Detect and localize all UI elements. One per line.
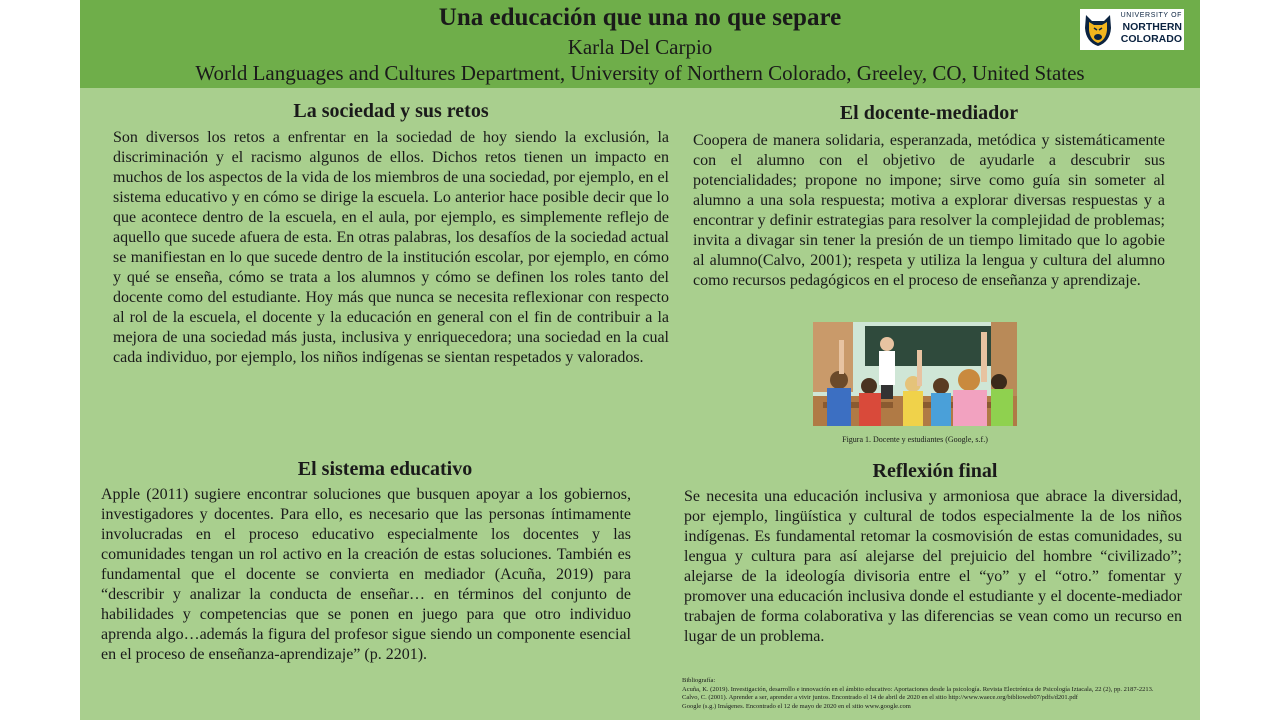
logo-line-1: UNIVERSITY OF bbox=[1120, 12, 1182, 19]
university-logo bbox=[1080, 9, 1184, 50]
figure-caption: Figura 1. Docente y estudiantes (Google, s.f.) bbox=[842, 435, 988, 444]
bibliography-entry: Calvo, C. (2001). Aprender a ser, aprender a vivir juntos. Encontrado el 14 de abril de 2020 en el sitio http://www.waece.org/biblioweb07/pdfs/d201.pdf bbox=[682, 694, 1078, 702]
heading-sociedad: La sociedad y sus retos bbox=[293, 100, 489, 122]
poster-affiliation: World Languages and Cultures Department, University of Northern Colorado, Greeley, CO, United States bbox=[195, 61, 1085, 85]
bear-head-icon bbox=[1083, 12, 1113, 47]
poster-title: Una educación que una no que separe bbox=[438, 4, 842, 31]
body-docente: Coopera de manera solidaria, esperanzada, metódica y sistemáticamente con el alumno con el objetivo de ayudarle a descubrir sus potencialidades; propone no impone; sirve como guía sin someter al alumno a una sola respuesta; motiva a explorar diversas respuestas y a encontrar y definir estrategias para resolver la complejidad de problemas; invita a divagar sin tener la presión de un tiempo limitado que lo agobie al alumno(Calvo, 2001); respeta y utiliza la lengua y cultura del alumno como recursos pedagógicos en el proceso de enseñanza y aprendizaje. bbox=[693, 132, 1165, 289]
body-sociedad: Son diversos los retos a enfrentar en la sociedad de hoy siendo la exclusión, la discriminación y el racismo algunos de ellos. Dichos retos tienen un impacto en muchos de los aspectos de la vida de los miembros de una sociedad, por ejemplo, en el sistema educativo y en cómo se dirige la escuela. Lo anterior hace posible decir que lo que acontece dentro de la escuela, en el aula, por ejemplo, es simplemente reflejo de aquello que sucede afuera de esta. En otras palabras, los desafíos de la sociedad actual se manifiestan en lo que sucede dentro de la institución escolar, por ejemplo, en cómo y qué se enseña, cómo se trata a los alumnos y cómo se definen los roles tanto del docente como del estudiante. Hoy más que nunca se necesita reflexionar con respecto al rol de la escuela, el docente y la educación en general con el fin de contribuir a la mejora de una sociedad más justa, inclusiva y enriquecedora; una sociedad en la cual cada individuo, por ejemplo, los niños indígenas se sientan respetados y valorados. bbox=[113, 129, 669, 366]
heading-reflexion: Reflexión final bbox=[872, 460, 998, 482]
bibliography-label: Bibliografía: bbox=[682, 677, 716, 684]
poster-header bbox=[80, 0, 1200, 88]
body-sistema: Apple (2011) sugiere encontrar soluciones que busquen apoyar a los gobiernos, investigadores y docentes. Para ello, es necesario que las personas íntimamente involucradas en el proceso educativo especialmente los docentes y las comunidades tengan un rol activo en la creación de estas soluciones. También es fundamental que el docente se convierta en mediador (Acuña, 2019) para “describir y analizar la conducta de enseñar… en términos del conjunto de habilidades y competencias que se ponen en juego para que otro individuo aprenda algo…además la figura del profesor sigue siendo un componente esencial en el proceso de enseñanza-aprendizaje” (p. 2201). bbox=[101, 486, 631, 663]
logo-line-2: NORTHERN bbox=[1122, 21, 1182, 33]
bibliography bbox=[682, 677, 1194, 711]
heading-docente: El docente-mediador bbox=[839, 102, 1019, 124]
heading-sistema: El sistema educativo bbox=[297, 458, 473, 480]
classroom-photo bbox=[813, 322, 1017, 426]
logo-line-3: COLORADO bbox=[1120, 33, 1182, 45]
body-reflexion: Se necesita una educación inclusiva y armoniosa que abrace la diversidad, por ejemplo, lingüística y cultural de todos especialmente la de los niños indígenas. Es fundamental retomar la cosmovisión de estas comunidades, su lengua y cultura para así alejarse del prejuicio del hombre “civilizado”; alejarse de la ideología divisoria entre el “yo” y el “otro.” fomentar y promover una educación inclusiva donde el estudiante y el docente-mediador trabajen de forma colaborativa y las diferencias se vean como un recurso en lugar de un problema. bbox=[684, 488, 1182, 645]
bibliography-entry: Acuña, K. (2019). Investigación, desarrollo e innovación en el ámbito educativo: Aportaciones desde la psicología. Revista Electrónica de Psicología Iztacala, 22 (2), pp. 2187-2213. bbox=[682, 685, 1154, 693]
poster bbox=[80, 0, 1200, 720]
bibliography-entry: Google (s.g.) Imágenes. Encontrado el 12 de mayo de 2020 en el sitio www.google.com bbox=[682, 702, 911, 710]
poster-author: Karla Del Carpio bbox=[567, 35, 713, 59]
logo-wordmark bbox=[1116, 12, 1182, 45]
